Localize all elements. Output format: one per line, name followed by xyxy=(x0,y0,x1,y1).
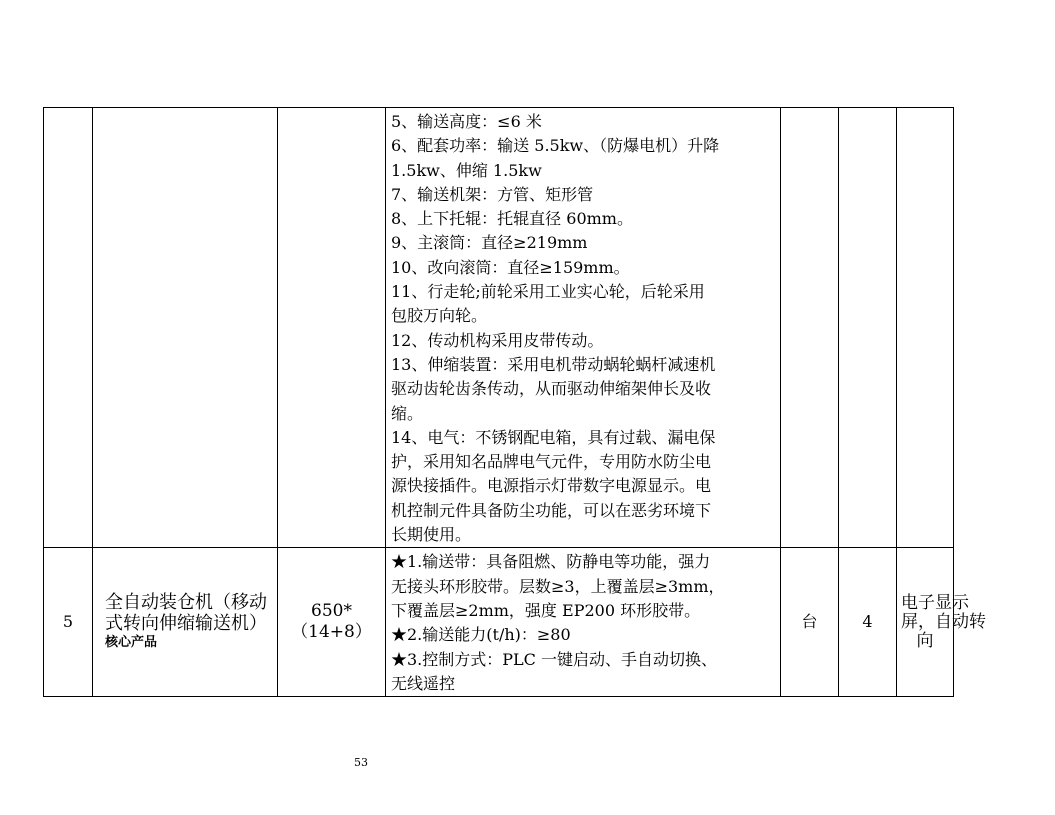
requirement-line: 13、伸缩装置：采用电机带动蜗轮蜗杆减速机 xyxy=(391,354,716,374)
name-cell xyxy=(93,108,278,548)
quantity-line: （14+8） xyxy=(291,622,372,643)
requirement-line: 机控制元件具备防尘功能，可以在恶劣环境下 xyxy=(391,500,712,520)
requirement-line: ★2.输送能力(t/h)：≥80 xyxy=(391,625,571,645)
requirement-line: 11、行走轮;前轮采用工业实心轮，后轮采用 xyxy=(391,282,705,302)
remark-cell xyxy=(897,108,954,548)
product-name-line: 式转向伸缩输送机） xyxy=(105,613,267,635)
requirement-line: 缩。 xyxy=(391,403,424,423)
requirement-line: ★3.控制方式：PLC 一键启动、手自动切换、 xyxy=(391,649,717,669)
requirements-cell xyxy=(386,108,781,548)
requirement-line: 下覆盖层≥2mm，强度 EP200 环形胶带。 xyxy=(391,600,701,620)
requirement-line: 长期使用。 xyxy=(391,525,472,545)
requirement-line: 源快接插件。电源指示灯带数字电源显示。电 xyxy=(391,476,712,496)
requirement-line: ★1.输送带：具备阻燃、防静电等功能，强力 xyxy=(391,552,711,572)
requirement-line: 10、改向滚筒：直径≥159mm。 xyxy=(391,257,630,277)
requirement-line: 14、电气：不锈钢配电箱，具有过载、漏电保 xyxy=(391,427,716,447)
product-name-line: 全自动装仓机（移动 xyxy=(105,592,267,614)
requirement-line: 6、配套功率：输送 5.5kw、（防爆电机）升降 xyxy=(391,136,720,156)
page-number: 53 xyxy=(354,756,368,769)
requirement-line: 护，采用知名品牌电气元件，专用防水防尘电 xyxy=(391,452,712,472)
remark-cell xyxy=(897,548,986,697)
requirements-cell xyxy=(386,548,781,697)
requirement-line: 12、传动机构采用皮带传动。 xyxy=(391,330,604,350)
requirement-line: 包胶万向轮。 xyxy=(391,306,488,326)
name-cell xyxy=(93,548,278,697)
quantity-line: 650* xyxy=(311,601,352,622)
requirement-line: 5、输送高度：≤6 米 xyxy=(391,112,542,131)
requirement-line: 7、输送机架：方管、矩形管 xyxy=(391,184,594,204)
core-product-tag: 核心产品 xyxy=(105,635,158,651)
unit-cell: 台 xyxy=(781,548,839,697)
requirement-line: 无线遥控 xyxy=(391,673,456,693)
count-cell xyxy=(839,108,897,548)
requirement-line: 驱动齿轮齿条传动，从而驱动伸缩架伸长及收 xyxy=(391,379,712,399)
table-row xyxy=(44,548,954,697)
unit-cell xyxy=(781,108,839,548)
count-cell: 4 xyxy=(839,548,897,697)
index-cell xyxy=(44,108,93,548)
requirement-line: 9、主滚筒：直径≥219mm xyxy=(391,233,588,253)
requirement-line: 8、上下托辊：托辊直径 60mm。 xyxy=(391,209,633,229)
spec-table xyxy=(43,107,986,697)
remark-line: 屏，自动转 xyxy=(901,611,986,632)
quantity-cell xyxy=(278,108,386,548)
remark-line: 向 xyxy=(916,630,934,651)
index-cell: 5 xyxy=(44,548,93,697)
remark-line: 电子显示 xyxy=(901,592,969,613)
quantity-cell xyxy=(278,548,386,697)
table-row xyxy=(44,108,954,548)
requirement-line: 1.5kw、伸缩 1.5kw xyxy=(391,160,542,180)
requirement-line: 无接头环形胶带。层数≥3，上覆盖层≥3mm， xyxy=(391,576,725,596)
